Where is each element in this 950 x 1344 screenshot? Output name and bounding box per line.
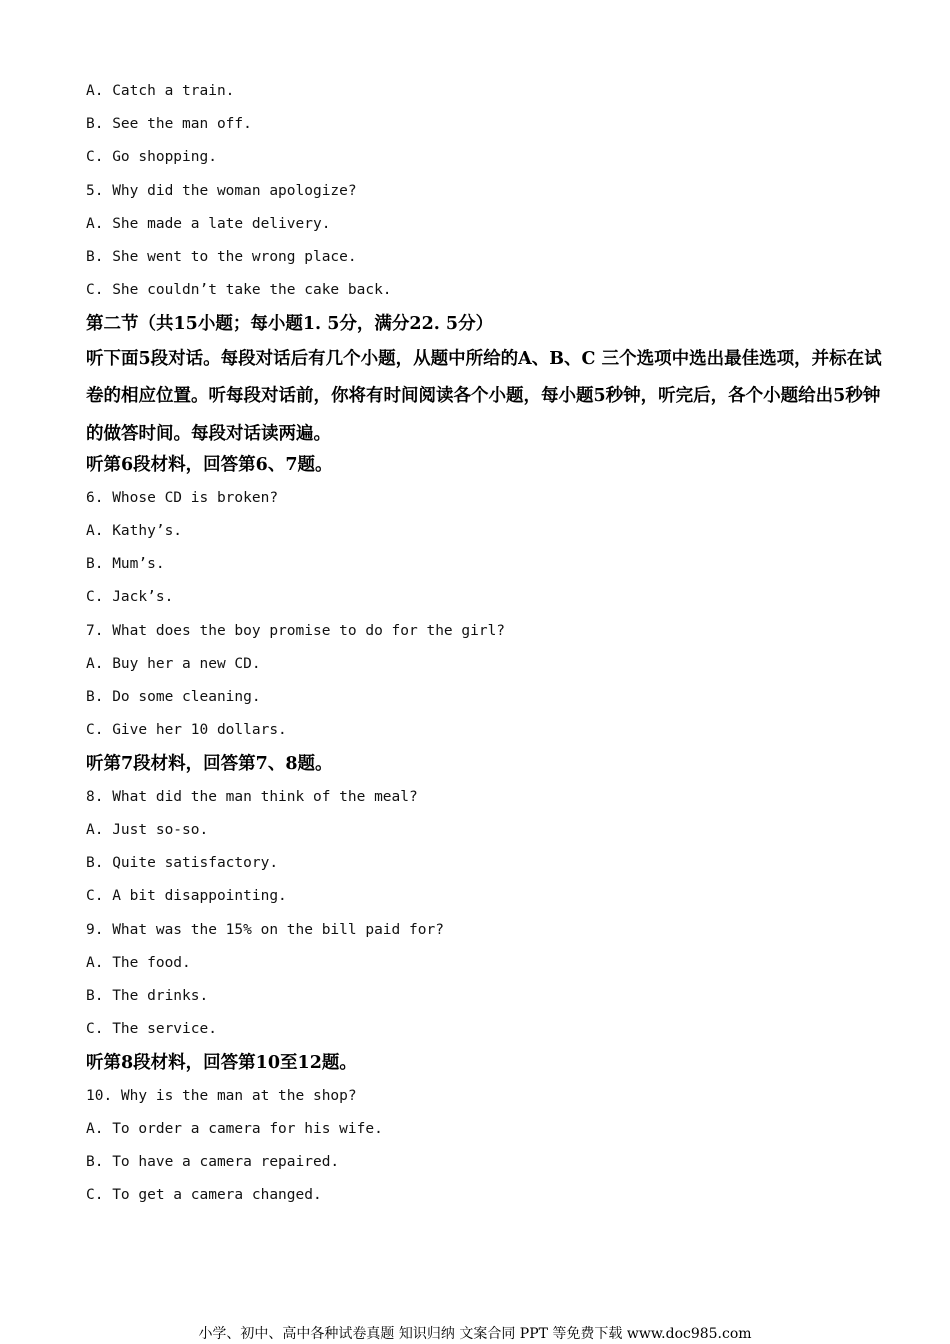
question-stem: 7. What does the boy promise to do for the girl? (86, 622, 506, 639)
answer-option: B. Quite satisfactory. (86, 855, 279, 872)
answer-option: B. The drinks. (86, 987, 209, 1004)
answer-option: B. To have a camera repaired. (86, 1154, 340, 1171)
answer-option: C. To get a camera changed. (86, 1187, 322, 1204)
answer-option: C. Jack’s. (86, 589, 174, 606)
answer-option: C. A bit disappointing. (86, 888, 287, 905)
question-stem: 10. Why is the man at the shop? (86, 1087, 357, 1104)
answer-option: C. She couldn’t take the cake back. (86, 282, 392, 299)
answer-option: B. She went to the wrong place. (86, 248, 357, 265)
answer-option: A. To order a camera for his wife. (86, 1121, 383, 1137)
page-footer: 小学、初中、高中各种试卷真题 知识归纳 文案合同 PPT 等免费下载 www.doc985.com (198, 1326, 752, 1342)
answer-option: B. Do some cleaning. (86, 688, 261, 705)
question-stem: 8. What did the man think of the meal? (86, 788, 418, 805)
question-stem: 6. Whose CD is broken? (86, 489, 279, 506)
instructions-paragraph: 听下面5段对话。每段对话后有几个小题，从题中所给的A、B、C 三个选项中选出最佳选项，并标在试卷的相应位置。听每段对话前，你将有时间阅读各个小题，每小题5秒钟，听完后，各个小题给出5秒钟的做答时间。每段对话读两遍。 (86, 348, 882, 444)
answer-option: A. Catch a train. (86, 83, 235, 99)
answer-option: C. The service. (86, 1021, 217, 1038)
answer-option: C. Give her 10 dollars. (86, 722, 287, 739)
answer-option: A. She made a late delivery. (86, 215, 331, 232)
answer-option: A. The food. (86, 954, 191, 971)
section-heading: 听第6段材料，回答第6、7题。 (86, 455, 333, 476)
answer-option: B. Mum’s. (86, 556, 165, 573)
answer-option: B. See the man off. (86, 116, 252, 133)
question-stem: 9. What was the 15% on the bill paid for? (86, 921, 444, 938)
section-heading: 听第8段材料，回答第10至12题。 (86, 1053, 357, 1074)
answer-option: A. Buy her a new CD. (86, 655, 261, 672)
section-heading: 听第7段材料，回答第7、8题。 (86, 754, 333, 775)
section-heading: 第二节（共15小题；每小题1. 5分，满分22. 5分） (86, 314, 494, 335)
answer-option: A. Kathy’s. (86, 523, 183, 539)
document-body (86, 79, 886, 1217)
answer-option: A. Just so-so. (86, 822, 209, 838)
question-stem: 5. Why did the woman apologize? (86, 182, 357, 199)
answer-option: C. Go shopping. (86, 149, 217, 166)
